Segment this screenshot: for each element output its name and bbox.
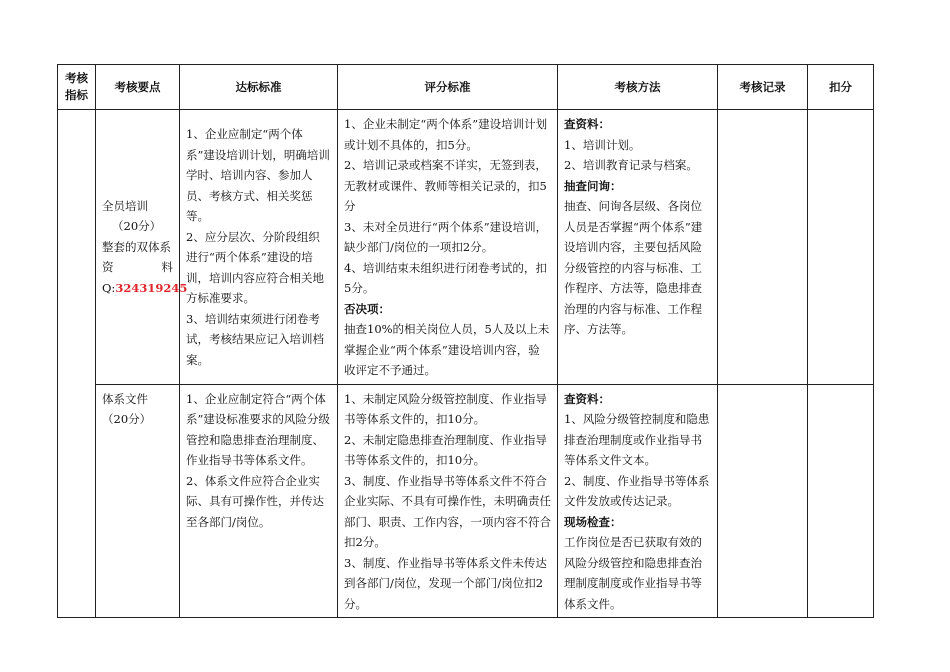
points-title: 体系文件 [102, 391, 148, 406]
method-title: 现场检查： [564, 514, 622, 529]
table-row [58, 110, 874, 385]
standard-item: 2、体系文件应符合企业实际、具有可操作性，并传达至各部门/岗位。 [186, 473, 324, 529]
promo-qq [102, 278, 188, 299]
points-score: （20分） [102, 412, 152, 426]
table-row [58, 384, 874, 618]
scoring-item: 3、制度、作业指导书等体系文件未传达到各部门/岗位，发现一个部门/岗位扣2分。 [344, 555, 547, 611]
scoring-item: 2、未制定隐患排查治理制度、作业指导书等体系文件的，扣10分。 [344, 432, 547, 467]
promo-q-label: Q: [102, 280, 116, 295]
standard-item: 1、企业应制定符合“两个体系”建设标准要求的风险分级管控和隐患排查治理制度、作业指导书等体系文件。 [186, 391, 330, 467]
scoring-cell [338, 384, 558, 618]
veto-title: 否决项： [344, 301, 390, 316]
method-cell [558, 384, 718, 618]
standard-cell [180, 110, 338, 385]
header-points: 考核要点 [96, 65, 180, 110]
promo-char-b: 料 [161, 260, 173, 274]
points-cell [96, 110, 188, 385]
scoring-item: 3、制度、作业指导书等体系文件不符合企业实际、不具有可操作性，未明确责任部门、职责、工作内容，一项内容不符合扣2分。 [344, 473, 551, 549]
header-row [58, 65, 874, 110]
standard-item: 1、企业应制定“两个体系”建设培训计划，明确培训学时、培训内容、参加人员、考核方式、相关奖惩等。 [186, 127, 330, 224]
method-item: 抽查、问询各层级、各岗位人员是否掌握“两个体系”建设培训内容，主要包括风险分级管控的内容与标准、工作程序、方法等，隐患排查治理的内容与标准、工作程序、方法等。 [564, 199, 703, 336]
method-cell [558, 110, 718, 385]
method-item: 1、培训计划。 [564, 137, 641, 152]
scoring-item: 2、培训记录或档案不详实，无签到表，无教材或课件、教师等相关记录的，扣5分 [344, 158, 547, 213]
header-standard: 达标标准 [180, 65, 338, 110]
deduct-cell [808, 384, 874, 618]
points-cell [96, 384, 180, 618]
points-title: 全员培训 [102, 198, 148, 213]
header-method: 考核方法 [558, 65, 718, 110]
method-item: 1、风险分级管控制度和隐患排查治理制度或作业指导书等体系文件文本。 [564, 412, 710, 467]
promo-qq-number: 324319245 [115, 280, 188, 295]
index-cell [58, 110, 96, 618]
veto-text: 抽查10%的相关岗位人员，5人及以上未掌握企业“两个体系”建设培训内容，验收评定不予通过。 [344, 322, 550, 377]
points-score: （20分） [112, 219, 162, 233]
standard-item: 3、培训结束须进行闭卷考试，考核结果应记入培训档案。 [186, 311, 324, 367]
method-title: 查资料： [564, 391, 610, 406]
deduct-cell [808, 110, 874, 385]
method-title: 抽查问询： [564, 178, 622, 193]
header-deduct: 扣分 [808, 65, 874, 110]
method-title: 查资料： [564, 117, 610, 131]
scoring-cell [338, 110, 558, 385]
assessment-table [57, 64, 874, 618]
method-item: 2、培训教育记录与档案。 [564, 158, 698, 172]
scoring-item: 1、企业未制定“两个体系”建设培训计划或计划不具体的，扣5分。 [344, 117, 548, 152]
promo-line-1: 整套的双体系 [102, 239, 171, 254]
promo-line-2 [102, 257, 173, 278]
scoring-item: 4、培训结束未组织进行闭卷考试的，扣5分。 [344, 260, 547, 295]
method-item: 工作岗位是否已获取有效的风险分级管控和隐患排查治理制度制度或作业指导书等体系文件。 [564, 535, 702, 611]
record-cell [718, 110, 808, 385]
header-index: 考核指标 [58, 65, 96, 110]
scoring-item: 3、未对全员进行“两个体系”建设培训，缺少部门/岗位的一项扣2分。 [344, 219, 548, 254]
scoring-item: 1、未制定风险分级管控制度、作业指导书等体系文件的，扣10分。 [344, 391, 547, 426]
header-record: 考核记录 [718, 65, 808, 110]
standard-cell [180, 384, 338, 618]
standard-item: 2、应分层次、分阶段组织进行“两个体系”建设的培训，培训内容应符合相关地方标准要求。 [186, 229, 324, 306]
record-cell [718, 384, 808, 618]
header-scoring: 评分标准 [338, 65, 558, 110]
promo-char-a: 资 [102, 260, 114, 274]
method-item: 2、制度、作业指导书等体系文件发放或传达记录。 [564, 473, 710, 508]
